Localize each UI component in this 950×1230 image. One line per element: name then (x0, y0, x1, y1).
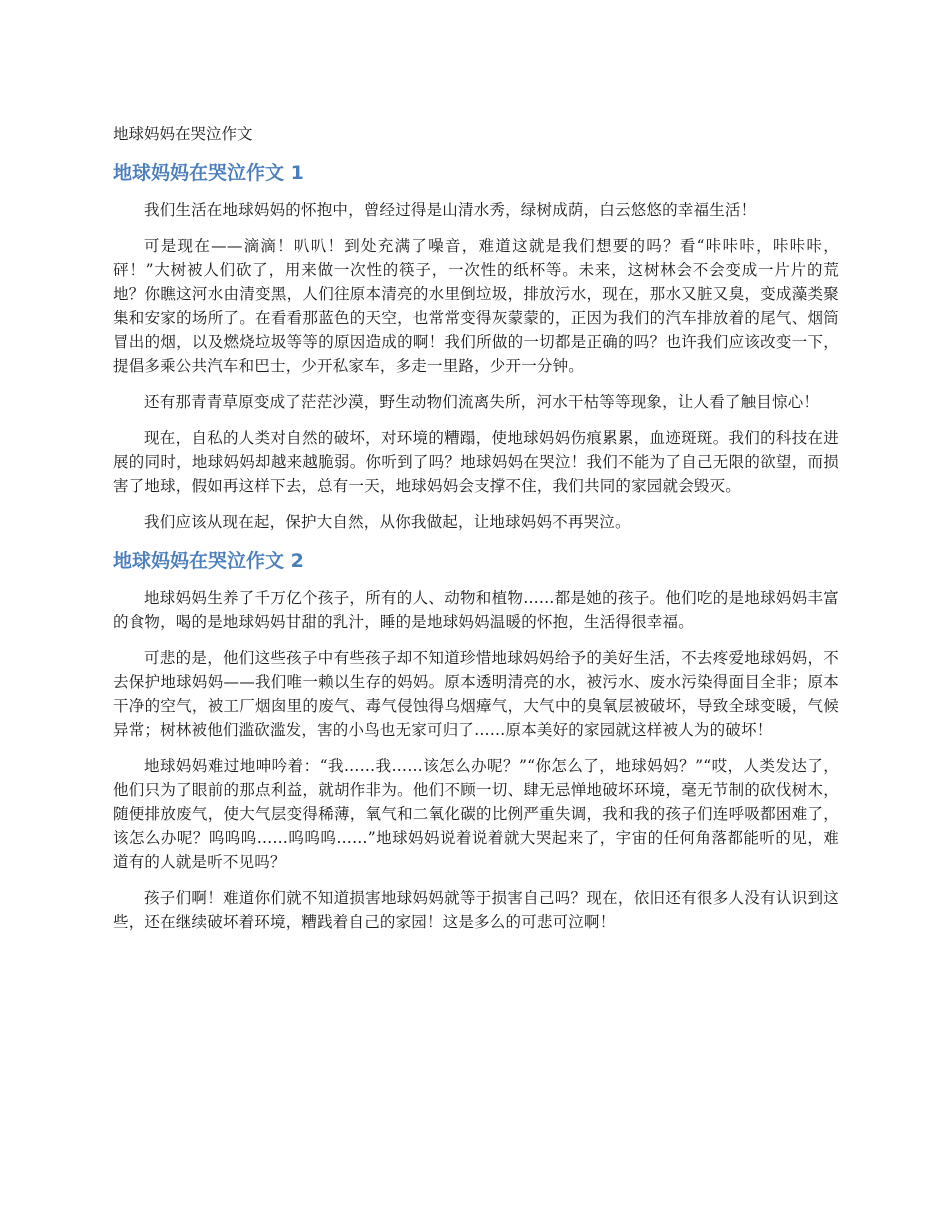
section-heading-2: 地球妈妈在哭泣作文 2 (113, 550, 304, 572)
paragraph: 地球妈妈生养了千万亿个孩子，所有的人、动物和植物……都是她的孩子。他们吃的是地球妈妈丰富的食物，喝的是地球妈妈甘甜的乳汁，睡的是地球妈妈温暖的怀抱，生活得很幸福。 (113, 589, 839, 631)
paragraph: 我们生活在地球妈妈的怀抱中，曾经过得是山清水秀，绿树成荫，白云悠悠的幸福生活！ (144, 201, 757, 219)
essay-section-1 (113, 160, 839, 534)
paragraph: 现在，自私的人类对自然的破坏，对环境的糟蹋，使地球妈妈伤痕累累，血迹斑斑。我们的科技在进展的同时，地球妈妈却越来越脆弱。你听到了吗？地球妈妈在哭泣！我们不能为了自己无限的欲望，而损害了地球，假如再这样下去，总有一天，地球妈妈会支撑不住，我们共同的家园就会毁灭。 (113, 429, 839, 495)
paragraph: 可是现在——滴滴！叭叭！到处充满了噪音，难道这就是我们想要的吗？看“咔咔咔，咔咔咔，砰！”大树被人们砍了，用来做一次性的筷子，一次性的纸杯等。未来，这树林会不会变成一片片的荒地？你瞧这河水由清变黑，人们往原本清亮的水里倒垃圾，排放污水，现在，那水又脏又臭，变成藻类聚集和安家的场所了。在看看那蓝色的天空，也常常变得灰蒙蒙的，正因为我们的汽车排放着的尾气、烟筒冒出的烟，以及燃烧垃圾等等的原因造成的啊！我们所做的一切都是正确的吗？也许我们应该改变一下，提倡多乘公共汽车和巴士，少开私家车，多走一里路，少开一分钟。 (113, 237, 839, 375)
paragraph: 地球妈妈难过地呻吟着：“我……我……该怎么办呢？”“你怎么了，地球妈妈？”“哎，人类发达了，他们只为了眼前的那点利益，就胡作非为。他们不顾一切、肆无忌惮地破坏环境，毫无节制的砍伐树木，随便排放废气，使大气层变得稀薄，氧气和二氧化碳的比例严重失调，我和我的孩子们连呼吸都困难了，该怎么办呢？呜呜呜……呜呜呜……”地球妈妈说着说着就大哭起来了，宇宙的任何角落都能听的见，难道有的人就是听不见吗？ (113, 757, 839, 871)
paragraph: 我们应该从现在起，保护大自然，从你我做起，让地球妈妈不再哭泣。 (144, 513, 631, 531)
section-heading-1: 地球妈妈在哭泣作文 1 (113, 162, 304, 184)
paragraph: 可悲的是，他们这些孩子中有些孩子却不知道珍惜地球妈妈给予的美好生活，不去疼爱地球妈妈，不去保护地球妈妈——我们唯一赖以生存的妈妈。原本透明清亮的水，被污水、废水污染得面目全非；原本干净的空气，被工厂烟囱里的废气、毒气侵蚀得乌烟瘴气，大气中的臭氧层被破坏，导致全球变暖，气候异常；树林被他们滥砍滥发，害的小鸟也无家可归了……原本美好的家园就这样被人为的破坏！ (113, 649, 839, 739)
paragraph: 还有那青青草原变成了茫茫沙漠，野生动物们流离失所，河水干枯等等现象，让人看了触目惊心！ (144, 393, 820, 411)
document-title: 地球妈妈在哭泣作文 (113, 125, 253, 143)
document-page (113, 122, 839, 946)
essay-section-2 (113, 548, 839, 934)
paragraph: 孩子们啊！难道你们就不知道损害地球妈妈就等于损害自己吗？现在，依旧还有很多人没有认识到这些，还在继续破坏着环境，糟践着自己的家园！这是多么的可悲可泣啊！ (113, 889, 839, 931)
